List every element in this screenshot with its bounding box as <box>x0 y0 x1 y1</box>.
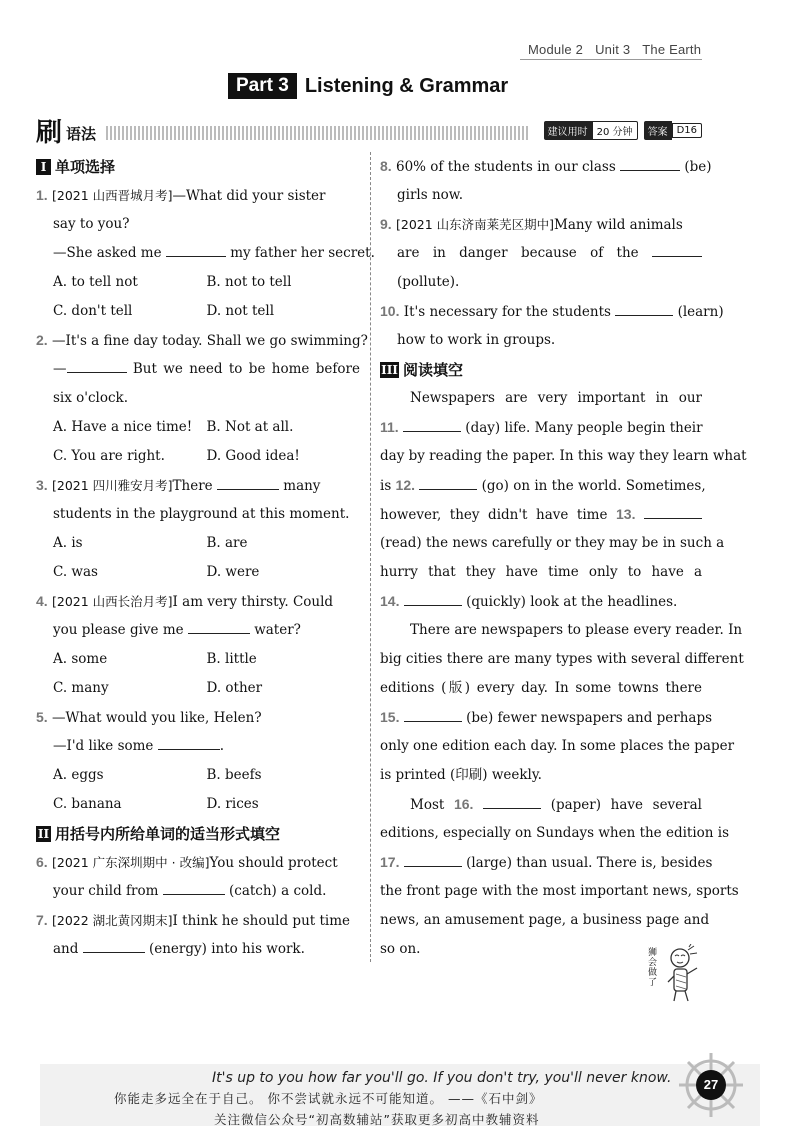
header-rule <box>520 59 702 60</box>
question-text <box>36 355 360 384</box>
question-text: (pollute). <box>397 274 460 290</box>
question-text: —What did your sister <box>172 188 326 204</box>
text-part: is <box>380 478 392 494</box>
text-part: (go) on in the world. Sometimes, <box>481 478 706 494</box>
question-2 <box>36 326 368 355</box>
part-title <box>228 73 508 99</box>
question-8 <box>380 152 712 181</box>
question-text: Many wild animals <box>554 217 683 233</box>
section3-heading <box>380 355 702 384</box>
passage-line <box>380 703 713 732</box>
part-name: Listening & Grammar <box>304 74 509 97</box>
text-part: my father her secret. <box>230 245 375 261</box>
passage-line: only one edition each day. In some places the paper <box>380 738 735 754</box>
section3-title: 阅读填空 <box>403 361 464 379</box>
section-bar <box>36 114 702 146</box>
passage-line <box>380 848 713 877</box>
options-row <box>36 297 360 326</box>
option-b[interactable]: B. Not at all. <box>206 419 294 435</box>
time-tag <box>544 121 638 140</box>
roman-numeral: III <box>381 362 398 377</box>
page-number: 27 <box>696 1070 726 1100</box>
answer-blank[interactable] <box>163 879 225 895</box>
answer-blank[interactable] <box>404 851 462 867</box>
option-c[interactable]: C. was <box>53 564 98 580</box>
question-number: 9. <box>380 216 392 232</box>
question-source: [2021 广东深圳期中 · 改编] <box>51 855 210 870</box>
text-part: water? <box>254 622 301 638</box>
option-b[interactable]: B. not to tell <box>206 274 292 290</box>
passage-line: Newspapers are very important in our <box>410 390 702 406</box>
header-unit: Unit 3 <box>595 42 631 57</box>
text-part: many <box>283 478 321 494</box>
question-number: 10. <box>380 303 400 319</box>
question-source: [2021 山西晋城月考] <box>51 188 173 203</box>
text-part: (quickly) look at the headlines. <box>466 594 678 610</box>
footer-quote-en: It's up to you how far you'll go. If you don't try, you'll never know. <box>212 1070 672 1086</box>
option-b[interactable]: B. little <box>206 651 257 667</box>
question-number: 5. <box>36 709 48 725</box>
question-text: —What would you like, Helen? <box>51 710 262 726</box>
footer-quote-cn: 你能走多远全在于自己。 你不尝试就永远不可能知道。 ——《石中剑》 <box>114 1091 543 1106</box>
option-b[interactable]: B. are <box>206 535 248 551</box>
section1-title: 单项选择 <box>55 158 116 176</box>
question-5 <box>36 703 360 732</box>
answer-blank[interactable] <box>188 618 250 634</box>
option-d[interactable]: D. rices <box>206 796 259 812</box>
text-part: and <box>53 941 79 957</box>
question-number: 3. <box>36 477 48 493</box>
question-text: I think he should put time <box>172 913 351 929</box>
text-part: (catch) a cold. <box>229 883 327 899</box>
answer-blank[interactable] <box>419 474 477 490</box>
text-part: (day) life. Many people begin their <box>465 420 703 436</box>
passage-line: hurry that they have time only to have a <box>380 564 702 580</box>
passage-line <box>380 790 702 819</box>
question-number: 4. <box>36 593 48 609</box>
option-d[interactable]: D. other <box>206 680 263 696</box>
option-d[interactable]: D. were <box>206 564 260 580</box>
answer-blank[interactable] <box>158 734 220 750</box>
text-part: (be) <box>684 159 712 175</box>
answer-blank[interactable] <box>483 793 541 809</box>
header-module: Module 2 <box>528 42 584 57</box>
answer-blank[interactable] <box>217 474 279 490</box>
answer-blank[interactable] <box>404 706 462 722</box>
text-part: —She asked me <box>53 245 162 261</box>
text-part: But we need to be home before <box>132 361 360 377</box>
passage-line: day by reading the paper. In this way they learn what <box>380 448 747 464</box>
question-text <box>36 732 360 761</box>
options-row <box>36 442 360 471</box>
text-part: —I'd like some <box>53 738 154 754</box>
question-text: say to you? <box>53 216 130 232</box>
option-a[interactable]: A. some <box>53 651 108 667</box>
blank-number: 15. <box>380 709 400 725</box>
question-text <box>36 877 360 906</box>
options-row <box>36 761 360 790</box>
question-text: —It's a fine day today. Shall we go swimming? <box>51 333 368 349</box>
options-row <box>36 413 360 442</box>
passage-line: news, an amusement page, a business page and <box>380 912 710 928</box>
left-column <box>36 152 375 964</box>
question-source: [2021 山东济南莱芜区期中] <box>395 217 555 232</box>
footer-notice: 关注微信公众号“初高数辅站”获取更多初高中教辅资料 <box>214 1112 540 1127</box>
time-value: 20 分钟 <box>592 121 638 140</box>
cartoon-illustration <box>648 944 706 1004</box>
running-header <box>528 42 701 57</box>
question-7 <box>36 906 360 935</box>
option-c[interactable]: C. You are right. <box>53 448 165 464</box>
question-text <box>380 239 702 268</box>
question-number: 1. <box>36 187 48 203</box>
roman-numeral: I <box>36 159 51 175</box>
right-column <box>380 152 747 964</box>
question-1 <box>36 181 360 210</box>
question-text <box>36 935 360 964</box>
question-text: students in the playground at this moment. <box>53 506 350 522</box>
passage-line: (read) the news carefully or they may be in such a <box>380 535 725 551</box>
answer-label: 答案 <box>644 121 672 140</box>
text-part: There <box>172 478 213 494</box>
cartoon-caption: 狮会做了 <box>648 948 658 988</box>
blank-number: 14. <box>380 593 400 609</box>
question-text: You should protect <box>209 855 338 871</box>
option-a[interactable]: A. Have a nice time! <box>53 419 193 435</box>
section-type: 语法 <box>66 124 97 143</box>
passage-line: There are newspapers to please every reader. In <box>410 622 743 638</box>
answer-blank[interactable] <box>403 416 461 432</box>
blank-number: 17. <box>380 854 400 870</box>
passage-line <box>380 500 702 529</box>
text-part: (energy) into his work. <box>148 941 305 957</box>
option-d[interactable]: D. Good idea! <box>206 448 300 464</box>
option-c[interactable]: C. don't tell <box>53 303 133 319</box>
blank-number: 13. <box>616 506 636 522</box>
time-label: 建议用时 <box>544 121 592 140</box>
passage-line <box>380 587 702 616</box>
passage-line: editions, especially on Sundays when the edition is <box>380 825 730 841</box>
answer-blank[interactable] <box>644 503 702 519</box>
blank-number: 16. <box>453 796 474 812</box>
question-number: 7. <box>36 912 48 928</box>
option-a[interactable]: A. is <box>53 535 83 551</box>
roman-numeral: II <box>37 826 50 841</box>
text-part: Most <box>410 797 445 813</box>
question-text: six o'clock. <box>53 390 129 406</box>
text-part: 60% of the students in our class <box>395 159 616 175</box>
text-part: (be) fewer newspapers and perhaps <box>466 710 713 726</box>
question-number: 8. <box>380 158 392 174</box>
question-3 <box>36 471 360 500</box>
question-4 <box>36 587 360 616</box>
answer-value: D16 <box>672 123 702 138</box>
passage-line <box>380 471 706 500</box>
blank-number: 12. <box>395 477 416 493</box>
answer-blank[interactable] <box>67 357 127 373</box>
option-c[interactable]: C. many <box>53 680 109 696</box>
section2-heading <box>36 819 360 848</box>
options-row <box>36 558 360 587</box>
blank-number: 11. <box>380 419 399 435</box>
options-row <box>36 674 360 703</box>
passage-line: so on. <box>380 941 421 957</box>
question-source: [2022 湖北黄冈期末] <box>51 913 173 928</box>
answer-blank[interactable] <box>404 590 462 606</box>
text-part: you please give me <box>53 622 184 638</box>
answer-blank[interactable] <box>620 155 680 171</box>
answer-tag <box>644 121 702 140</box>
text-part: are in danger because of the <box>397 245 639 261</box>
option-a[interactable]: A. eggs <box>53 767 104 783</box>
options-row <box>36 529 360 558</box>
ship-wheel-icon <box>676 1050 746 1120</box>
question-source: [2021 四川雅安月考] <box>51 478 173 493</box>
brush-logo: 刷 <box>36 117 63 148</box>
text-part: (learn) <box>677 304 724 320</box>
option-b[interactable]: B. beefs <box>206 767 262 783</box>
question-10 <box>380 297 724 326</box>
options-row <box>36 790 360 819</box>
question-number: 2. <box>36 332 48 348</box>
passage-line: the front page with the most important news, sports <box>380 883 739 899</box>
text-part: (paper) have several <box>550 797 702 813</box>
dotted-rule <box>106 126 530 140</box>
answer-blank[interactable] <box>615 300 673 316</box>
column-divider <box>370 152 371 962</box>
option-c[interactable]: C. banana <box>53 796 122 812</box>
passage-line: is printed (印刷) weekly. <box>380 767 542 783</box>
answer-blank[interactable] <box>652 241 702 257</box>
passage-line <box>380 413 702 442</box>
question-source: [2021 山西长治月考] <box>51 594 173 609</box>
question-text: girls now. <box>397 187 464 203</box>
passage-line: editions (版) every day. In some towns there <box>380 680 702 696</box>
question-9 <box>380 210 702 239</box>
options-row <box>36 268 360 297</box>
question-6 <box>36 848 360 877</box>
section2-title: 用括号内所给单词的适当形式填空 <box>55 825 281 843</box>
text-part: however, they didn't have time <box>380 507 608 523</box>
options-row <box>36 645 360 674</box>
section1-heading <box>36 152 360 181</box>
question-text: I am very thirsty. Could <box>172 594 334 610</box>
text-part: — <box>53 361 67 377</box>
part-badge: Part 3 <box>228 73 297 99</box>
question-text <box>36 616 360 645</box>
option-d[interactable]: D. not tell <box>206 303 275 319</box>
answer-blank[interactable] <box>166 241 226 257</box>
text-part: . <box>219 738 225 754</box>
question-number: 6. <box>36 854 48 870</box>
question-text: how to work in groups. <box>397 332 556 348</box>
question-text <box>36 239 375 268</box>
text-part: It's necessary for the students <box>403 304 611 320</box>
answer-blank[interactable] <box>83 937 145 953</box>
header-topic: The Earth <box>642 42 702 57</box>
option-a[interactable]: A. to tell not <box>53 274 138 290</box>
text-part: your child from <box>53 883 159 899</box>
passage-line: big cities there are many types with several different <box>380 651 744 667</box>
text-part: (large) than usual. There is, besides <box>466 855 713 871</box>
